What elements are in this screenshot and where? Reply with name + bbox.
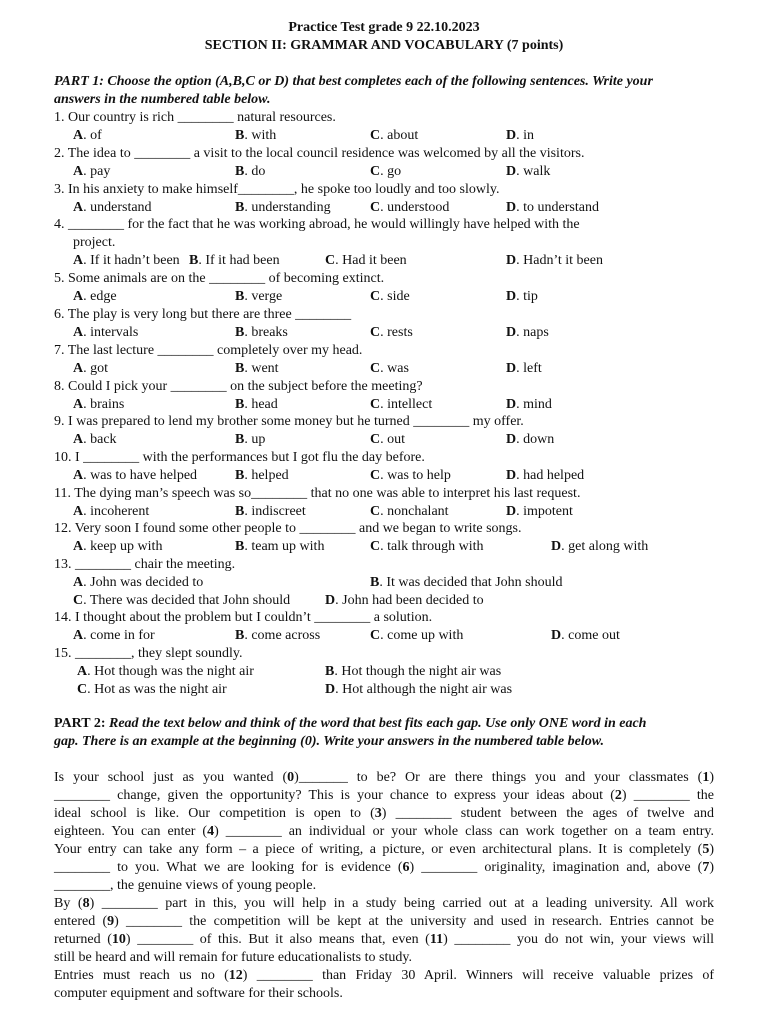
q3-option-a: A. understand <box>73 200 152 215</box>
q5-option-a: A. edge <box>73 289 117 304</box>
passage-line: Entries must reach us no (12) ________ than Friday 30 April. Winners will receive valuable prizes of <box>54 968 714 983</box>
q9-option-a: A. back <box>73 432 117 447</box>
q5-option-d: D. tip <box>506 289 538 304</box>
q13-option-a: A. John was decided to <box>73 575 204 590</box>
q11-option-d: D. impotent <box>506 504 573 519</box>
q7-option-b: B. went <box>235 361 279 376</box>
part2-label: PART 2: <box>54 716 109 731</box>
q11-option-b: B. indiscreet <box>235 504 306 519</box>
q1-option-d: D. in <box>506 128 535 143</box>
q9-option-b: B. up <box>235 432 266 447</box>
passage-line: ________, the genuine views of young people. <box>54 878 317 893</box>
q2-option-d: D. walk <box>506 164 551 179</box>
passage-line: By (8) ________ part in this, you will help in a study being carried out at a leading university. All work <box>54 896 715 911</box>
q13-option-b: B. It was decided that John should <box>370 575 563 590</box>
q12-option-c: C. talk through with <box>370 539 484 554</box>
q2-option-b: B. do <box>235 164 266 179</box>
part2-instruction <box>54 715 646 733</box>
passage-line: Is your school just as you wanted (0)_______ to be? Or are there things you and your classmates (1) <box>54 770 714 785</box>
q6-option-c: C. rests <box>370 325 413 340</box>
question-11: 11. The dying man’s speech was so________ that no one was able to interpret his last request. <box>54 486 581 501</box>
q6-option-a: A. intervals <box>73 325 139 340</box>
q9-option-c: C. out <box>370 432 406 447</box>
question-1: 1. Our country is rich ________ natural resources. <box>54 110 336 125</box>
q10-option-b: B. helped <box>235 468 289 483</box>
q15-option-b: B. Hot though the night air was <box>325 664 502 679</box>
passage-line: still be heard and will remain for future educationalists to study. <box>54 950 412 965</box>
q4-option-b: B. If it had been <box>189 253 280 268</box>
question-15: 15. ________, they slept soundly. <box>54 646 243 661</box>
passage-line: ideal school is like. Our competition is open to (3) ________ student between the ages of twelve and <box>54 806 714 821</box>
q4-option-c: C. Had it been <box>325 253 407 268</box>
q13-option-d: D. John had been decided to <box>325 593 484 608</box>
q12-option-a: A. keep up with <box>73 539 163 554</box>
q8-option-c: C. intellect <box>370 397 433 412</box>
q2-option-c: C. go <box>370 164 402 179</box>
q1-option-a: A. of <box>73 128 102 143</box>
question-8: 8. Could I pick your ________ on the subject before the meeting? <box>54 379 423 394</box>
q1-option-b: B. with <box>235 128 277 143</box>
part1-instruction: PART 1: Choose the option (A,B,C or D) that best completes each of the following sentences. Write your <box>54 74 653 89</box>
passage-line: returned (10) ________ of this. But it also means that, even (11) ________ you do not win, your views will <box>54 932 714 947</box>
q14-option-b: B. come across <box>235 628 321 643</box>
part2-instruction-text: Read the text below and think of the word that best fits each gap. Use only ONE word in each <box>109 716 647 731</box>
question-12: 12. Very soon I found some other people to ________ and we began to write songs. <box>54 521 522 536</box>
q6-option-d: D. naps <box>506 325 549 340</box>
q14-option-c: C. come up with <box>370 628 464 643</box>
q14-option-d: D. come out <box>551 628 620 643</box>
question-10: 10. I ________ with the performances but I got flu the day before. <box>54 450 425 465</box>
q6-option-b: B. breaks <box>235 325 288 340</box>
q4-option-a: A. If it hadn’t been <box>73 253 180 268</box>
q15-option-d: D. Hot although the night air was <box>325 682 513 697</box>
passage-line: ________ change, given the opportunity? This is your chance to express your ideas about (2) ________ the <box>54 788 714 803</box>
q11-option-c: C. nonchalant <box>370 504 449 519</box>
question-3: 3. In his anxiety to make himself________, he spoke too loudly and too slowly. <box>54 182 500 197</box>
q1-option-c: C. about <box>370 128 419 143</box>
passage-line: Your entry can take any form – a piece of writing, a picture, or even architectural plans. It is completely (5) <box>54 842 714 857</box>
q3-option-d: D. to understand <box>506 200 599 215</box>
q9-option-d: D. down <box>506 432 555 447</box>
passage-line: ________ to you. What we are looking for is evidence (6) ________ originality, imagination and, above (7) <box>54 860 714 875</box>
q8-option-a: A. brains <box>73 397 125 412</box>
q10-option-d: D. had helped <box>506 468 585 483</box>
q7-option-a: A. got <box>73 361 109 376</box>
q10-option-a: A. was to have helped <box>73 468 198 483</box>
q15-option-c: C. Hot as was the night air <box>77 682 227 697</box>
q13-option-c: C. There was decided that John should <box>73 593 291 608</box>
passage-line: eighteen. You can enter (4) ________ an individual or your whole class can work together on a team entry. <box>54 824 714 839</box>
question-13: 13. ________ chair the meeting. <box>54 557 236 572</box>
q2-option-a: A. pay <box>73 164 111 179</box>
q3-option-b: B. understanding <box>235 200 331 215</box>
q4-option-d: D. Hadn’t it been <box>506 253 603 268</box>
q7-option-c: C. was <box>370 361 409 376</box>
question-4-cont: project. <box>73 235 116 250</box>
q3-option-c: C. understood <box>370 200 450 215</box>
question-4: 4. ________ for the fact that he was working abroad, he would willingly have helped with the <box>54 217 580 232</box>
q14-option-a: A. come in for <box>73 628 155 643</box>
part1-instruction-cont: answers in the numbered table below. <box>54 92 271 107</box>
part2-instruction-cont: gap. There is an example at the beginning (0). Write your answers in the numbered table below. <box>54 734 605 749</box>
passage-line: computer equipment and software for their schools. <box>54 986 343 1001</box>
question-14: 14. I thought about the problem but I couldn’t ________ a solution. <box>54 610 433 625</box>
question-9: 9. I was prepared to lend my brother some money but he turned ________ my offer. <box>54 414 524 429</box>
question-7: 7. The last lecture ________ completely over my head. <box>54 343 363 358</box>
q7-option-d: D. left <box>506 361 542 376</box>
q11-option-a: A. incoherent <box>73 504 150 519</box>
q15-option-a: A. Hot though was the night air <box>77 664 254 679</box>
passage-line: entered (9) ________ the competition will be kept at the university and used in research. Entries cannot be <box>54 914 714 929</box>
section-heading: SECTION II: GRAMMAR AND VOCABULARY (7 points) <box>204 38 564 53</box>
q5-option-b: B. verge <box>235 289 283 304</box>
question-6: 6. The play is very long but there are three ________ <box>54 307 352 322</box>
document-title: Practice Test grade 9 22.10.2023 <box>288 20 480 35</box>
q8-option-d: D. mind <box>506 397 552 412</box>
q10-option-c: C. was to help <box>370 468 451 483</box>
q12-option-b: B. team up with <box>235 539 325 554</box>
question-2: 2. The idea to ________ a visit to the local council residence was welcomed by all the visitors. <box>54 146 585 161</box>
q5-option-c: C. side <box>370 289 410 304</box>
q12-option-d: D. get along with <box>551 539 649 554</box>
q8-option-b: B. head <box>235 397 278 412</box>
question-5: 5. Some animals are on the ________ of becoming extinct. <box>54 271 385 286</box>
